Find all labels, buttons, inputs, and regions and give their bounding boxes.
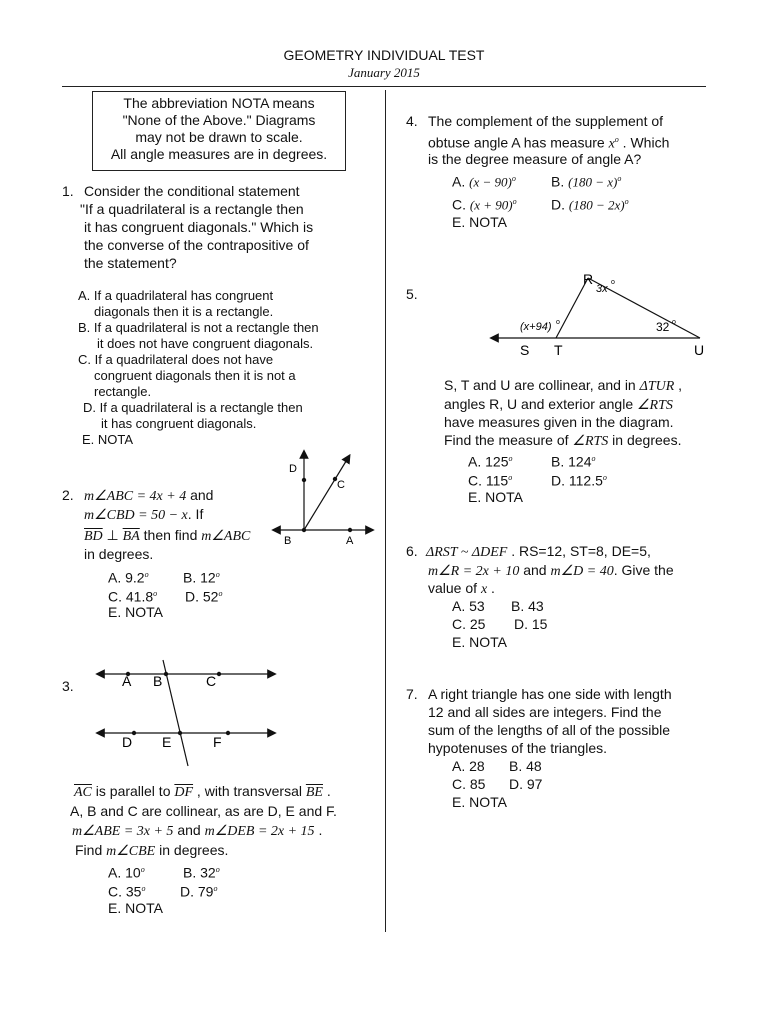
label-s: S [520,342,530,358]
question-text: . RS=12, ST=8, DE=5, [507,543,651,559]
point-d [302,478,306,482]
question-text: and [173,822,205,838]
ray-bd: $\overline{BD}$ [84,529,103,544]
answer-choice: E. NOTA [82,432,134,447]
angle-diagram [270,448,380,548]
question-text: , [674,377,683,393]
answer-choice: D. If a quadrilateral is a rectangle then [83,400,303,415]
question-number: 4. [406,113,418,129]
degree-symbol: o [511,174,516,183]
answer-choice: D. 15 [514,616,548,632]
column-divider [385,90,386,932]
label-e: E [162,734,172,750]
answer-choice: E. NOTA [108,900,163,916]
point-a [348,528,352,532]
answer-choice-letter: B. [551,173,565,190]
test-title: GEOMETRY INDIVIDUAL TEST [283,47,485,63]
label-f: F [213,734,222,750]
math-expression: m∠CBD = 50 − x [84,508,188,523]
label-d: D [289,463,297,475]
question-text: is the degree measure of angle A? [428,151,642,167]
question-text: value of [428,580,481,596]
answer-choice: A. 28 [452,758,485,774]
answer-choice: C. If a quadrilateral does not have [78,352,274,367]
answer-choice: congruent diagonals then it is not a [94,368,296,383]
question-stem-line: the statement? [84,255,177,271]
answer-choice-letter: D. [551,196,565,213]
answer-choice: A. 10 [108,864,141,881]
question-text: 12 and all sides are integers. Find the [428,704,662,720]
math-expression: m∠CBE [106,844,156,859]
degree-symbol: o [624,197,629,206]
degree-symbol: o [215,570,220,579]
answer-choice: (x − 90) [469,174,512,190]
degree-symbol: o [215,865,220,874]
question-stem-line: the converse of the contrapositive of [84,237,309,253]
triangle-diagram [488,268,718,360]
point-e [178,731,182,735]
question-text: angles R, U and exterior angle [444,396,637,412]
answer-choice: B. 48 [509,758,542,774]
label-u: U [694,342,705,358]
ray-bc-line [304,458,348,530]
point-c [217,672,221,676]
degree-symbol: o [213,884,218,893]
degree-symbol: o [602,473,607,482]
answer-choice: A. 53 [452,598,485,614]
answer-choice: C. 25 [452,616,486,632]
math-expression: m∠R = 2x + 10 [428,564,520,579]
math-expression: m∠D = 40 [550,564,614,579]
instructions-line: may not be drawn to scale. [135,129,303,145]
math-expression: m∠ABE = 3x + 5 [72,824,174,839]
degree-symbol: o [512,197,517,206]
answer-choice: (180 − 2x) [568,197,625,213]
math-expression: ∠RTS [637,398,673,413]
question-text: A right triangle has one side with length [428,686,672,702]
answer-choice: B. 12 [183,569,216,586]
answer-choice: C. 35 [108,883,142,900]
degree-symbol: o [556,319,560,326]
degree-symbol: o [672,319,676,326]
question-number: 6. [406,543,418,559]
question-number: 5. [406,286,418,302]
header-divider [62,86,706,87]
label-a: A [122,673,132,689]
answer-choice: E. NOTA [452,634,507,650]
degree-symbol: o [508,473,513,482]
degree-symbol: o [141,884,146,893]
math-expression: ∠RTS [572,434,609,449]
answer-choice-letter: A. [452,173,466,190]
answer-choice: it has congruent diagonals. [101,416,257,431]
label-a: A [346,535,354,547]
answer-choice: (x + 90) [469,197,513,213]
segment-df: $\overline{DF}$ [174,785,194,800]
question-text: and [519,562,551,578]
degree-symbol: o [591,454,596,463]
degree-symbol: o [614,135,619,144]
instructions-box [92,91,346,171]
question-text: . [314,822,323,838]
math-expression: ΔRST ~ ΔDEF [426,545,508,560]
question-stem-line: it has congruent diagonals." Which is [84,219,314,235]
question-text: . [322,783,331,799]
question-text: then find [139,527,202,543]
label-t: T [554,342,563,358]
math-expression: m∠DEB = 2x + 15 [204,824,315,839]
question-text: have measures given in the diagram. [444,414,674,430]
question-text: . Which [618,134,670,151]
question-text: . Give the [613,562,674,578]
instructions-line: The abbreviation NOTA means [123,95,315,111]
math-expression: m∠ABC = 4x + 4 [84,489,187,504]
question-text: The complement of the supplement of [428,113,664,129]
answer-choice: (180 − x) [568,174,618,190]
point-f [226,731,230,735]
question-text: obtuse angle A has measure [428,134,609,151]
answer-choice: D. 112.5 [551,472,603,489]
question-text: is parallel to [91,783,175,799]
question-text: and [186,487,214,503]
math-expression: x [480,582,488,597]
question-text: . If [187,506,204,522]
question-number: 1. [62,183,74,199]
degree-symbol: o [140,865,145,874]
label-d: D [122,734,133,750]
point-b [164,672,168,676]
instructions-line: "None of the Above." Diagrams [122,112,316,128]
answer-choice: D. 79 [180,883,214,900]
answer-choice: B. 32 [183,864,216,881]
question-stem-line: "If a quadrilateral is a rectangle then [80,201,304,217]
question-text: Find the measure of [444,432,573,448]
question-text: in degrees. [608,432,682,448]
answer-choice: A. If a quadrilateral has congruent [78,288,274,303]
question-text: Find [75,842,107,858]
degree-symbol: o [218,589,223,598]
angle-rts-measure: (x+94) [520,321,552,333]
degree-symbol: o [153,589,158,598]
answer-choice: E. NOTA [468,489,523,505]
question-number: 7. [406,686,418,702]
segment-tr [556,278,588,338]
answer-choice: diagonals then it is a rectangle. [94,304,274,319]
point-b [302,528,306,532]
answer-choice: it does not have congruent diagonals. [97,336,314,351]
question-number: 2. [62,487,74,503]
answer-choice: D. 52 [185,588,219,605]
answer-choice: B. 43 [511,598,544,614]
ray-ba: $\overline{BA}$ [122,529,140,544]
answer-choice: E. NOTA [452,794,507,810]
answer-choice: C. 41.8 [108,588,154,605]
answer-choice: A. 125 [468,453,509,470]
label-b: B [153,673,163,689]
question-text: hypotenuses of the triangles. [428,740,608,756]
answer-choice: B. If a quadrilateral is not a rectangle then [78,320,319,335]
question-stem-line: Consider the conditional statement [84,183,300,199]
degree-symbol: o [144,570,149,579]
test-date: January 2015 [348,65,420,80]
degree-symbol: o [508,454,513,463]
answer-choice: rectangle. [94,384,152,399]
label-b: B [284,535,292,547]
question-text: in degrees. [155,842,229,858]
perpendicular-symbol: ⊥ [102,527,123,543]
label-r: R [583,271,594,287]
question-text: sum of the lengths of all of the possible [428,722,671,738]
parallel-lines-diagram [88,658,278,770]
answer-choice: A. 9.2 [108,569,145,586]
angle-u-measure: 32 [656,320,670,334]
degree-symbol: o [617,174,622,183]
label-c: C [337,479,345,491]
question-text: S, T and U are collinear, and in [444,377,640,393]
instructions-line: All angle measures are in degrees. [110,146,328,162]
answer-choice: D. 97 [509,776,543,792]
question-text: , with transversal [193,783,306,799]
question-number: 3. [62,678,74,694]
degree-symbol: o [611,279,615,286]
answer-choice: E. NOTA [452,214,507,230]
segment-be: $\overline{BE}$ [305,785,323,800]
point-d [132,731,136,735]
question-text: in degrees. [84,546,154,562]
question-text: . [487,580,495,596]
math-expression: m∠ABC [201,529,251,544]
question-text: A, B and C are collinear, as are D, E and F. [70,803,337,819]
answer-choice-letter: C. [452,196,466,213]
answer-choice: B. 124 [551,453,592,470]
math-expression: x [608,136,615,152]
answer-choice: E. NOTA [108,604,163,620]
math-expression: ΔTUR [639,379,675,394]
answer-choice: C. 115 [468,472,509,489]
answer-choice: C. 85 [452,776,486,792]
segment-ac: $\overline{AC}$ [74,785,92,800]
label-c: C [206,673,217,689]
angle-r-measure: 3x [596,283,608,295]
